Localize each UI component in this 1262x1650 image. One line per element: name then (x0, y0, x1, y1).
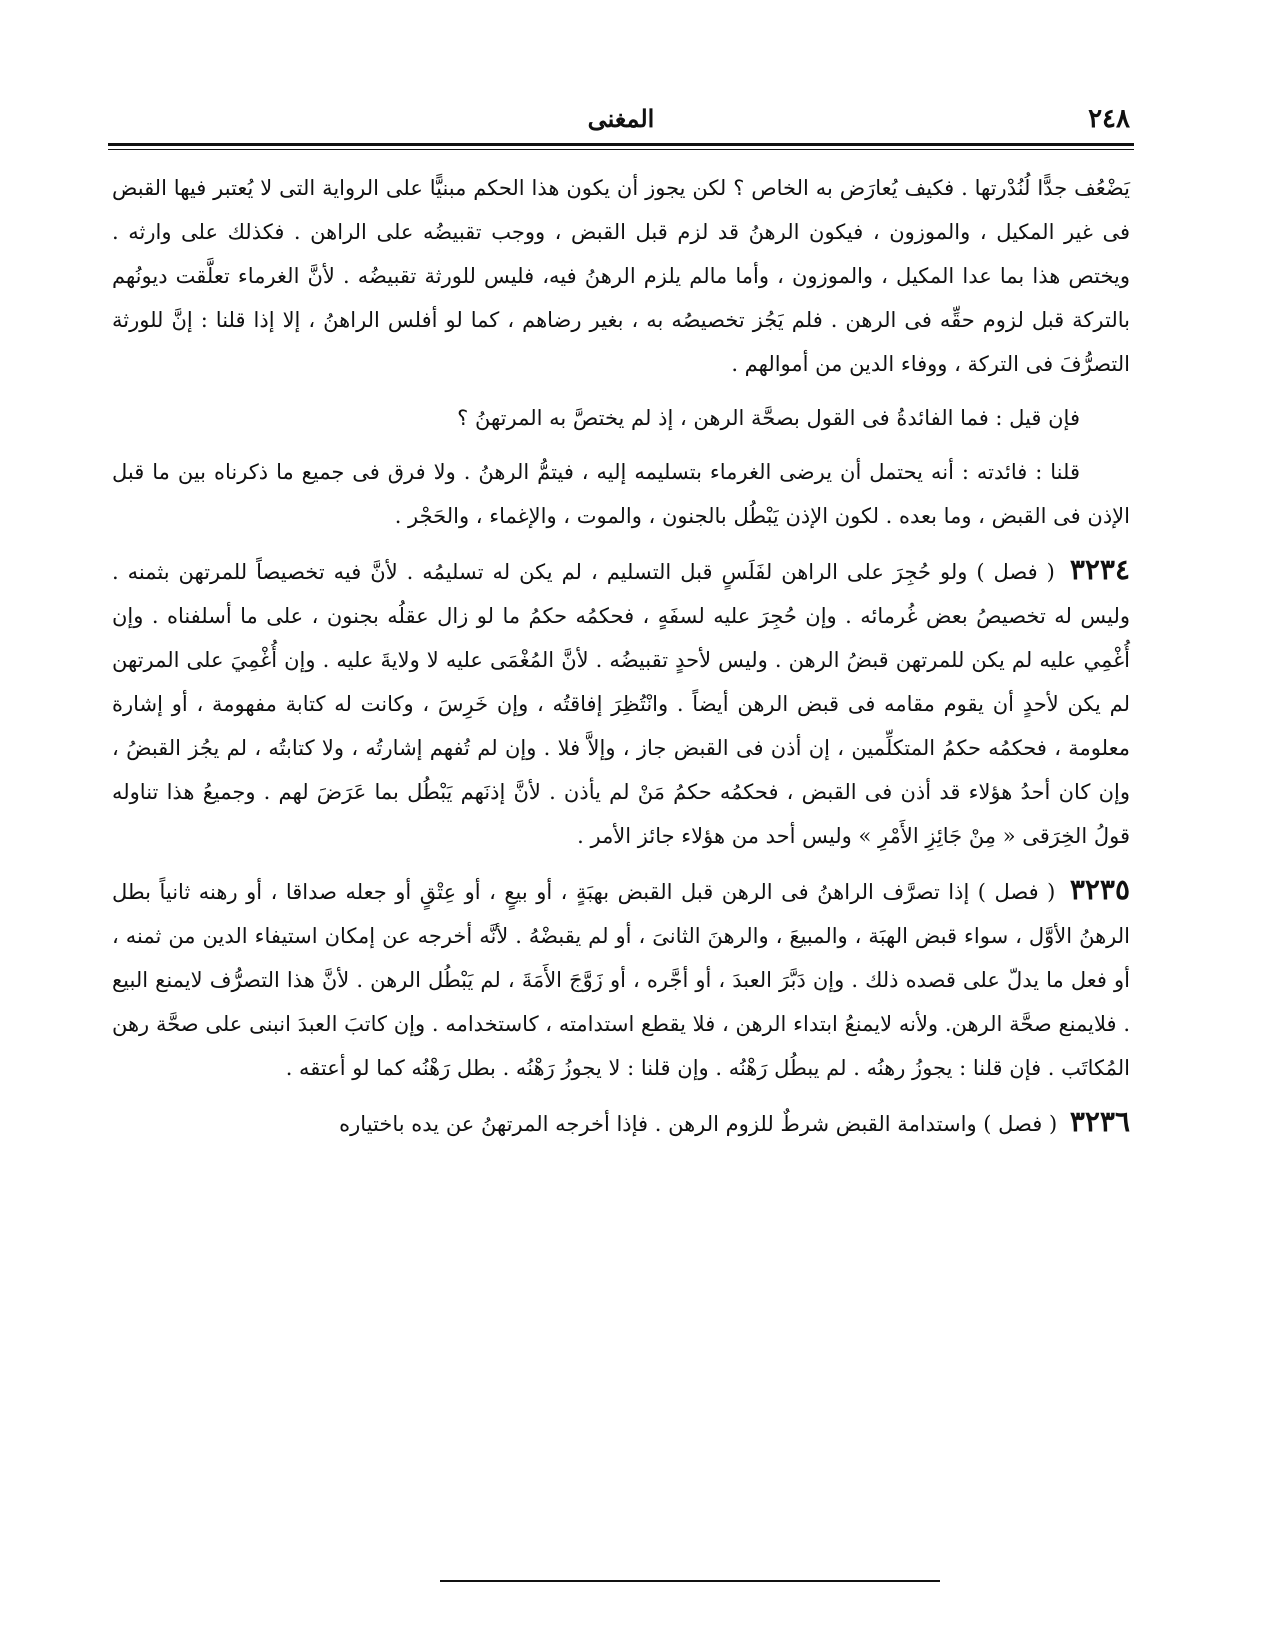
paragraph-continuation (112, 166, 1130, 386)
header-rule (108, 143, 1134, 146)
section-number: ٣٢٣٤ (1069, 553, 1130, 586)
header-rule-thin (108, 149, 1134, 150)
paragraph-text: ( فصل ) إذا تصرَّف الراهنُ فى الرهن قبل القبض بهبَةٍ ، أو بيعٍ ، أو عِتْقٍ أو جعله صداقا ، أو رهنه ثانياً بطل الرهنُ الأوَّل ، سواء قبض الهبَة ، والمبيعَ ، والرهنَ الثانىَ ، أو لم يقبضْهُ . لأنَّه أخرجه عن إمكان استيفاء الدين من ثمنه ، أو فعل ما يدلّ على قصده ذلك . وإن دَبَّرَ العبدَ ، أو أجَّره ، أو زَوَّجَ الأَمَةَ ، لم يَبْطُل الرهن . لأنَّ هذا التصرُّف لايمنع البيع . فلايمنع صحَّة الرهن. ولأنه لايمنعُ ابتداء الرهن ، فلا يقطع استدامته ، كاستخدامه . وإن كاتبَ العبدَ انبنى على صحَّة رهن المُكاتَب . فإن قلنا : يجوزُ رهنُه . لم يبطُل رَهْنُه . وإن قلنا : لا يجوزُ رَهْنُه . بطل رَهْنُه كما لو أعتقه . (112, 880, 1130, 1080)
page-number: ٢٤٨ (1088, 104, 1130, 134)
page-body (112, 166, 1130, 1146)
section-number: ٣٢٣٥ (1069, 873, 1130, 906)
paragraph-text: ( فصل ) واستدامة القبض شرطٌ للزوم الرهن . فإذا أخرجه المرتهنُ عن يده باختياره (339, 1112, 1058, 1136)
footnote-rule (440, 1580, 940, 1582)
section-3235 (112, 868, 1130, 1090)
paragraph-text: يَضْعُف جدًّا لُنُدْرتها . فكيف يُعارَض به الخاص ؟ لكن يجوز أن يكون هذا الحكم مبنيًّا على الرواية التى لا يُعتبر فيها القبض فى غير المكيل ، والموزون ، فيكون الرهنُ قد لزم قبل القبض ، ووجب تقبيضُه على الراهن . فكذلك على وارثه . ويختص هذا بما عدا المكيل ، والموزون ، وأما مالم يلزم الرهنُ فيه، فليس للورثة تقبيضُه . لأنَّ الغرماء تعلَّقت ديونُهم بالتركة قبل لزوم حقِّه فى الرهن . فلم يَجُز تخصيصُه به ، بغير رضاهم ، كما لو أفلس الراهنُ ، إلا إذا قلنا : إنَّ للورثة التصرُّفَ فى التركة ، ووفاء الدين من أموالهم . (112, 176, 1130, 376)
section-number: ٣٢٣٦ (1069, 1105, 1130, 1138)
paragraph-text: ( فصل ) ولو حُجِرَ على الراهن لفَلَسٍ قبل التسليم ، لم يكن له تسليمُه . لأنَّ فيه تخصيصاً للمرتهن بثمنه . وليس له تخصيصُ بعض غُرمائه . وإن حُجِرَ عليه لسفَهٍ ، فحكمُه حكمُ ما لو زال عقلُه بجنون ، على ما أسلفناه . وإن أُغْمِي عليه لم يكن للمرتهن قبضُ الرهن . وليس لأحدٍ تقبيضُه . لأنَّ المُغْمَى عليه لا ولايةَ عليه . وإن أُغْمِيَ على المرتهن لم يكن لأحدٍ أن يقوم مقامه فى قبض الرهن أيضاً . وانْتُظِرَ إفاقتُه ، وإن خَرِسَ ، وكانت له كتابة مفهومة ، أو إشارة معلومة ، فحكمُه حكمُ المتكلِّمين ، إن أذن فى القبض جاز ، وإلاَّ فلا . وإن لم تُفهم إشارتُه ، ولا كتابتُه ، لم يجُز القبضُ ، وإن كان أحدُ هؤلاء قد أذن فى القبض ، فحكمُه حكمُ مَنْ لم يأذن . لأنَّ إذنَهم يَبْطُل بما عَرَضَ لهم . وجميعُ هذا تناوله قولُ الخِرَقى « مِنْ جَائِزِ الأَمْرِ » وليس أحد من هؤلاء جائز الأمر . (112, 560, 1130, 848)
running-title: المغنى (587, 104, 655, 133)
section-3236 (112, 1100, 1130, 1146)
paragraph-text: فإن قيل : فما الفائدةُ فى القول بصحَّة الرهن ، إذ لم يختصَّ به المرتهنُ ؟ (457, 406, 1080, 430)
paragraph-text: قلنا : فائدته : أنه يحتمل أن يرضى الغرماء بتسليمه إليه ، فيتمُّ الرهنُ . ولا فرق فى جميع ما ذكرناه بين ما قبل الإذن فى القبض ، وما بعده . لكون الإذن يَبْطُل بالجنون ، والموت ، والإغماء ، والحَجْر . (112, 460, 1130, 528)
paragraph-reply (112, 450, 1130, 538)
paragraph-objection (112, 396, 1130, 440)
section-3234 (112, 548, 1130, 858)
page-header (112, 104, 1130, 144)
